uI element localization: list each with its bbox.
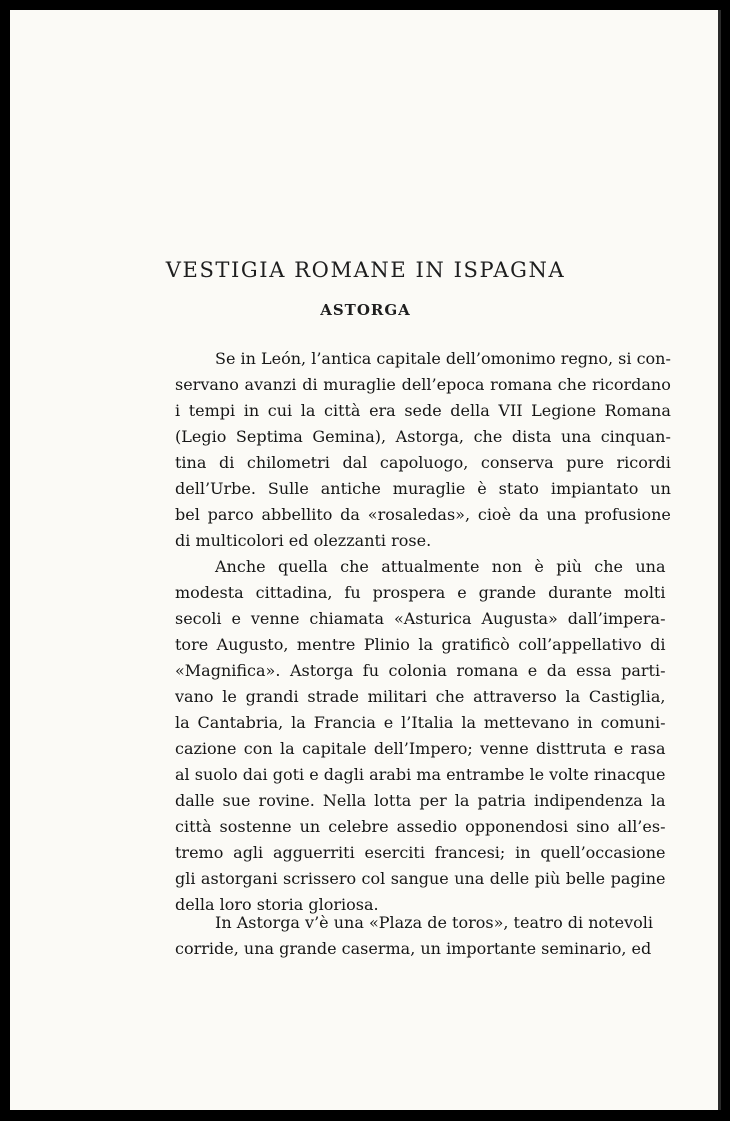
text-line: tore Augusto, mentre Plinio la gratificò coll’appellativo di [175, 635, 666, 654]
text-line: città sostenne un celebre assedio opponendosi sino all’es- [175, 817, 666, 836]
paragraph [175, 346, 671, 554]
text-line: cazione con la capitale dell’Impero; venne disttruta e rasa [175, 739, 666, 758]
text-line: Se in León, l’antica capitale dell’omonimo regno, si con- [215, 349, 671, 368]
section-subtitle: ASTORGA [320, 301, 411, 319]
page-title: VESTIGIA ROMANE IN ISPAGNA [165, 258, 566, 282]
text-line: della loro storia gloriosa. [175, 895, 379, 914]
text-line: dalle sue rovine. Nella lotta per la patria indipendenza la [175, 791, 666, 810]
paragraph [175, 910, 653, 962]
paragraph [175, 554, 665, 918]
page-edge-shadow [718, 10, 721, 1110]
text-line: (Legio Septima Gemina), Astorga, che dista una cinquan- [175, 427, 671, 446]
text-line: tina di chilometri dal capoluogo, conserva pure ricordi [175, 453, 671, 472]
text-line: corride, una grande caserma, un importante seminario, ed [175, 939, 652, 958]
text-line: In Astorga v’è una «Plaza de toros», teatro di notevoli [215, 913, 653, 932]
text-line: di multicolori ed olezzanti rose. [175, 531, 432, 550]
text-line: tremo agli agguerriti eserciti francesi; in quell’occasione [175, 843, 666, 862]
text-line: gli astorgani scrissero col sangue una delle più belle pagine [175, 869, 666, 888]
text-line: i tempi in cui la città era sede della VII Legione Romana [175, 401, 671, 420]
text-line: dell’Urbe. Sulle antiche muraglie è stato impiantato un [175, 479, 671, 498]
text-line: al suolo dai goti e dagli arabi ma entrambe le volte rinacque [175, 765, 666, 784]
text-line: modesta cittadina, fu prospera e grande durante molti [175, 583, 666, 602]
text-line: «Magnifica». Astorga fu colonia romana e da essa parti- [175, 661, 666, 680]
text-line: la Cantabria, la Francia e l’Italia la mettevano in comuni- [175, 713, 666, 732]
text-line: secoli e venne chiamata «Asturica Augusta» dall’impera- [175, 609, 666, 628]
text-line: vano le grandi strade militari che attraverso la Castiglia, [175, 687, 666, 706]
book-page [10, 10, 721, 1110]
text-line: bel parco abbellito da «rosaledas», cioè da una profusione [175, 505, 671, 524]
text-line: servano avanzi di muraglie dell’epoca romana che ricordano [175, 375, 671, 394]
text-line: Anche quella che attualmente non è più che una [215, 557, 666, 576]
